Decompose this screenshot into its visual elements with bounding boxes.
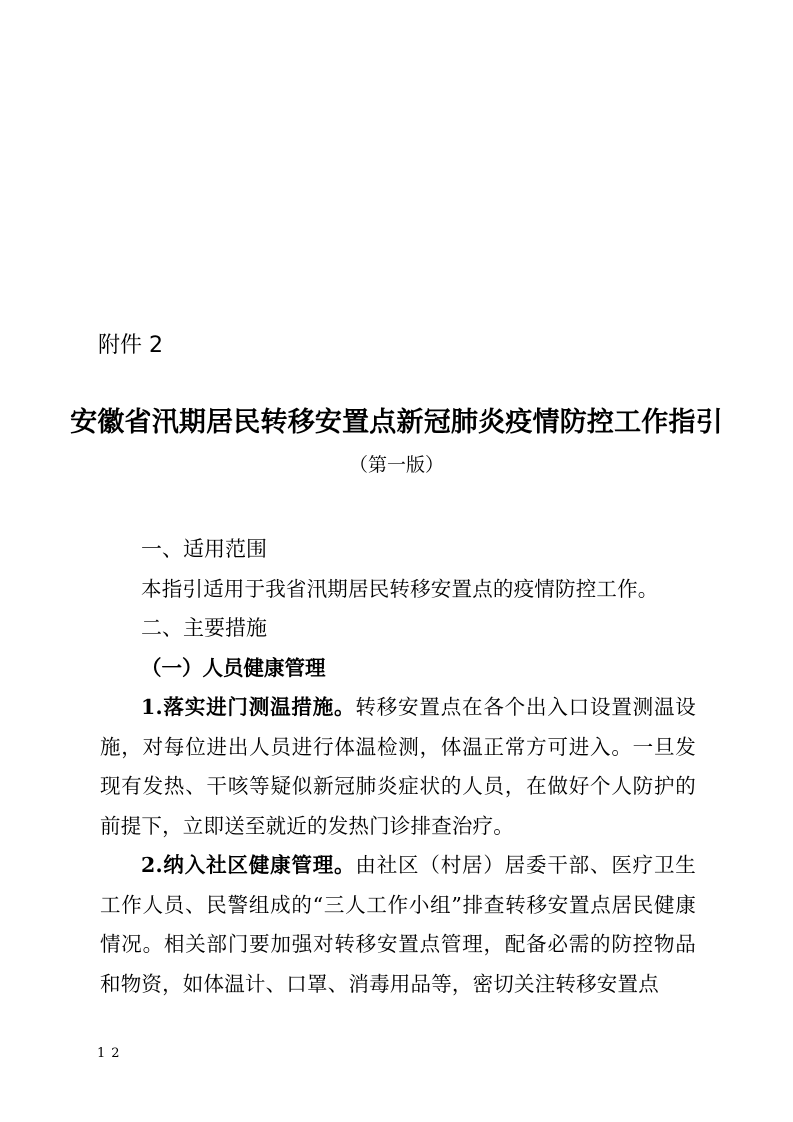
document-body bbox=[100, 530, 696, 1004]
paragraph-temperature bbox=[100, 688, 696, 846]
scope-paragraph: 本指引适用于我省汛期居民转移安置点的疫情防控工作。 bbox=[141, 576, 659, 601]
subsection-heading-health: （一）人员健康管理 bbox=[141, 655, 326, 680]
section-heading-scope: 一、适用范围 bbox=[141, 537, 267, 561]
document-title: 安徽省汛期居民转移安置点新冠肺炎疫情防控工作指引 bbox=[70, 407, 723, 438]
paragraph-text: 转移安置点在各个出入口设置测温设施，对每位进出人员进行体温检测，体温正常方可进入。一旦发现有发热、干咳等疑似新冠肺炎症状的人员，在做好个人防护的前提下，立即送至就近的发热门诊排查治疗。 bbox=[100, 695, 697, 838]
document-subtitle: （第一版） bbox=[348, 454, 444, 476]
paragraph-community bbox=[100, 846, 696, 1004]
paragraph-text: 由社区（村居）居委干部、医疗卫生工作人员、民警组成的“三人工作小组”排查转移安置点居民健康情况。相关部门要加强对转移安置点管理，配备必需的防控物品和物资，如体温计、口罩、消毒用品等，密切关注转移安置点 bbox=[100, 853, 697, 996]
attachment-label: 附件 2 bbox=[98, 333, 163, 358]
paragraph-lead: 2.纳入社区健康管理。 bbox=[141, 853, 356, 877]
section-heading-measures: 二、主要措施 bbox=[141, 616, 267, 640]
paragraph-lead: 1.落实进门测温措施。 bbox=[141, 695, 356, 719]
page-number: 12 bbox=[97, 1046, 126, 1061]
